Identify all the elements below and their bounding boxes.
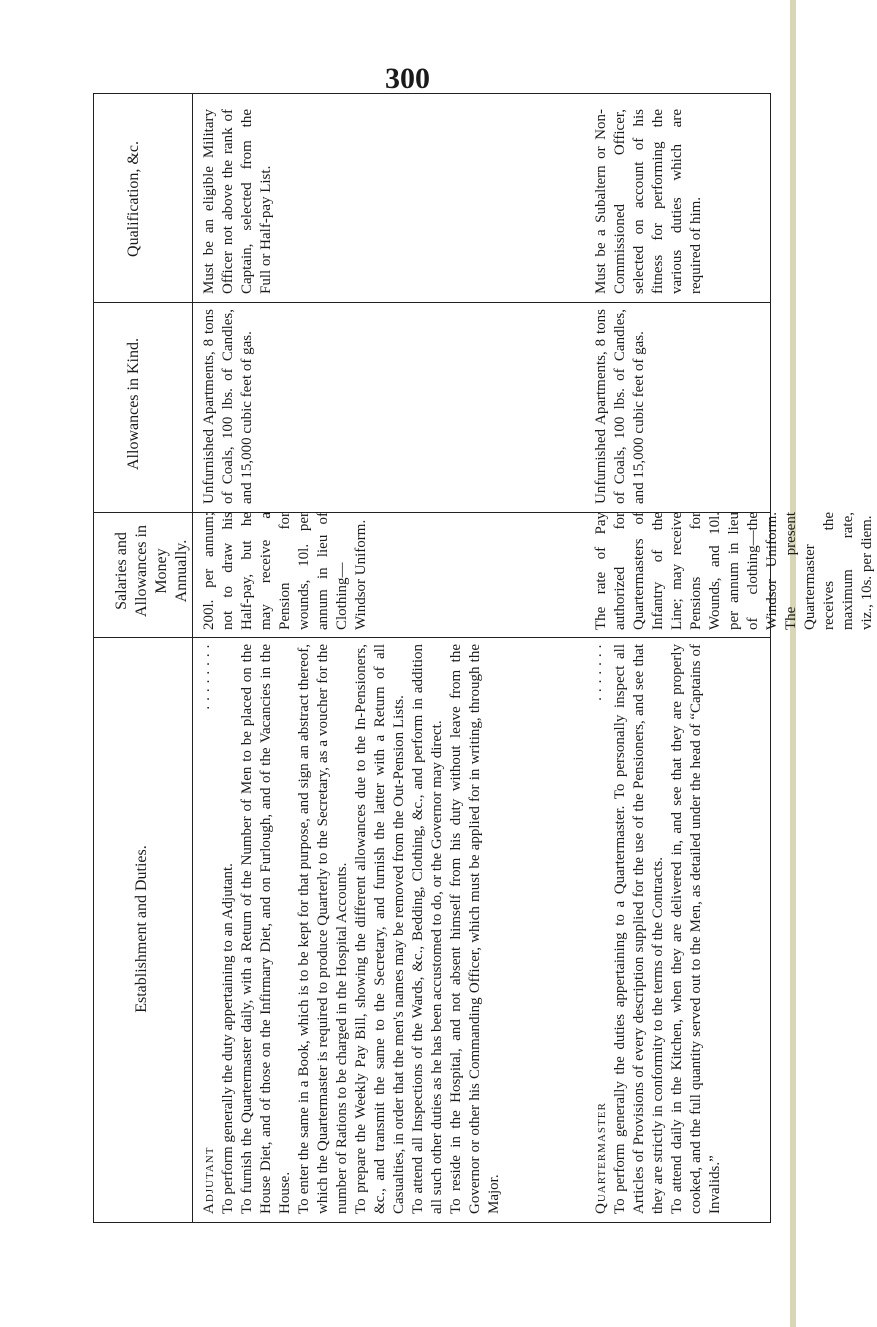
adjutant-duty-1: To perform generally the duty appertaining to an Adjutant. [220,863,236,1214]
adjutant-title: Adjutant [201,1146,217,1214]
page-edge [790,0,796,1327]
header-salaries-line-1: Salaries and [113,532,130,610]
adjutant-allowances-kind: Unfurnished Apartments, 8 tons of Coals, 100 lbs. of Candles, and 15,000 cubic feet of gas. [201,309,255,504]
header-salaries-line-2: Allowances in Money [133,525,170,617]
adjutant-entry [200,644,504,1214]
header-salaries-line-3: Annually. [173,539,190,603]
column-rule-1 [94,302,770,303]
adjutant-duty-4: To prepare the Weekly Pay Bill, showing the different allowances due to the In-Pensioners, &c., and transmit the same to the Secretary, and furnish the latter with a Return of all Casualties, in order that the men's names may be removed from the Out-Pension Lists. [353,644,407,1214]
adjutant-salary: 200l. per annum; not to draw his Half-pay, but he may receive a Pension for wounds, 10l. per annum in lieu of Clothing—Windsor Uniform. [201,512,369,630]
adjutant-duty-2: To furnish the Quartermaster daily, with a Return of the Number of Men to be placed on the House Diet, and of those on the Infirmary Diet, and on Furlough, and of the Vacancies in the House. [239,644,293,1214]
header-qualification: Qualification, &c. [125,141,142,257]
adjutant-title-row [200,644,219,1214]
quartermaster-salary: The rate of Pay authorized for Quartermasters of Infantry of the Line; may receive Pensions for Wounds, and 10l. per annum in lieu of clothing—the Windsor Uniform. The present Quartermaster receives the maximum rate, viz., 10s. per diem. [593,512,875,630]
quartermaster-duty-2: To attend daily in the Kitchen, when they are delivered in, and see that they are properly cooked, and the full quantity served out to the Men, as detailed under the head of “Captains of Invalids.” [669,644,723,1214]
duties-table [93,93,875,1223]
quartermaster-title: Quartermaster [593,1102,609,1214]
adjutant-leader: · · · · · · · · [201,644,217,711]
quartermaster-qualification: Must be a Subaltern or Non-Commissioned Officer, selected on account of his fitness for performing the various duties which are required of him. [593,109,704,294]
adjutant-qualification: Must be an eligible Military Officer not above the rank of Captain, selected from the Full or Half-pay List. [201,109,274,294]
quartermaster-allowances-kind: Unfurnished Apartments, 8 tons of Coals, 100 lbs. of Candles, and 15,000 cubic feet of gas. [593,309,647,504]
header-allowances-kind: Allowances in Kind. [125,338,142,470]
quartermaster-title-row [592,644,611,1214]
quartermaster-duty-1: To perform generally the duties appertaining to a Quartermaster. To personally inspect all Articles of Provisions of every description supplied for the use of the Pensioners, and see that they are strictly in conformity to the terms of the Contracts. [612,644,666,1214]
header-rule [192,94,193,1222]
column-rule-3 [94,637,770,638]
quartermaster-leader: · · · · · · · [593,644,609,702]
quartermaster-entry [592,644,725,1214]
header-salaries [112,512,192,630]
adjutant-duty-3: To enter the same in a Book, which is to be kept for that purpose, and sign an abstract thereof, which the Quartermaster is required to produce Quarterly to the Secretary, as a voucher for the number of Rations to be charged in the Hospital Accounts. [296,644,350,1214]
adjutant-duty-5: To attend all Inspections of the Wards, &c., Bedding, Clothing, &c., and perform in addition all such other duties as he has been accustomed to do, or the Governor may direct. [410,644,445,1214]
adjutant-duty-6: To reside in the Hospital, and not absent himself from his duty without leave from the Governor or other his Commanding Officer, which must be applied for in writing, through the Major. [448,644,502,1214]
header-establishment: Establishment and Duties. [133,845,150,1013]
page-number: 300 [385,62,430,95]
